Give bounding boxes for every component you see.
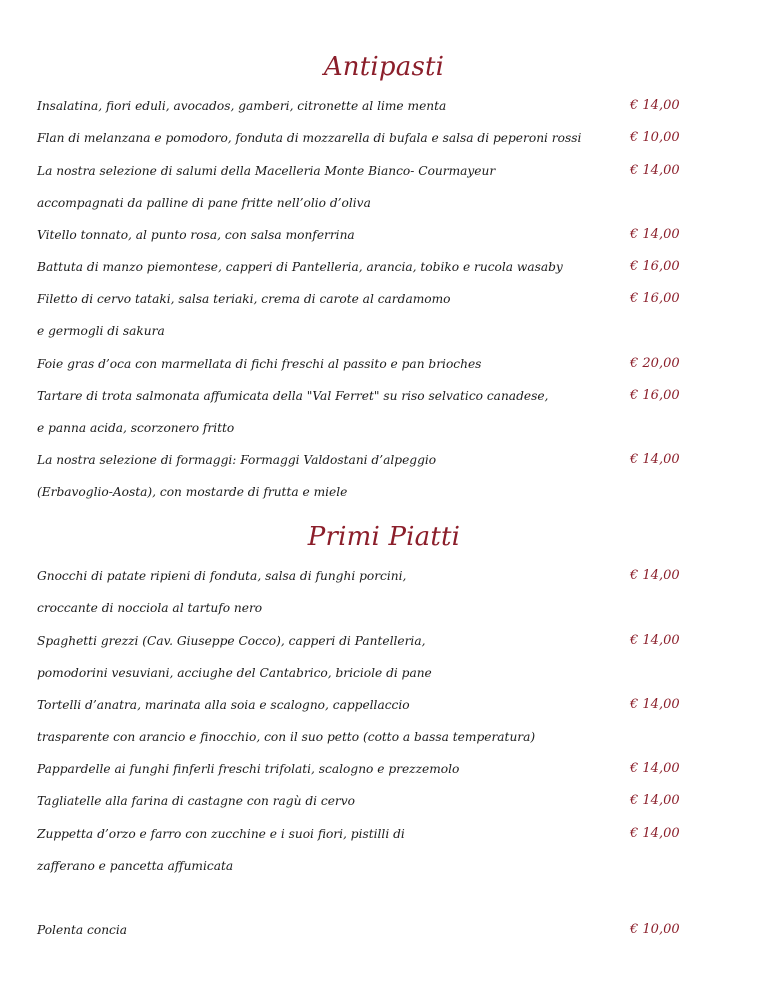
menu-item-line: La nostra selezione di salumi della Macelleria Monte Bianco- Courmayeur (37, 164, 496, 178)
menu-item-line: e germogli di sakura (37, 324, 165, 338)
menu-item-price: € 16,00 (630, 259, 680, 274)
menu-item-line: (Erbavoglio-Aosta), con mostarde di frutta e miele (37, 485, 348, 499)
menu-item-line: croccante di nocciola al tartufo nero (37, 601, 263, 615)
menu-item-line: Zuppetta d’orzo e farro con zucchine e i suoi fiori, pistilli di (37, 827, 405, 841)
menu-item-price: € 14,00 (630, 163, 680, 178)
menu-item-price: € 14,00 (630, 227, 680, 242)
menu-item-line: Polenta concia (37, 923, 128, 937)
menu-item-line: Battuta di manzo piemontese, capperi di Pantelleria, arancia, tobiko e rucola wasaby (37, 260, 563, 274)
menu-item-line: Pappardelle ai funghi finferli freschi trifolati, scalogno e prezzemolo (37, 762, 460, 776)
menu-item-line: Filetto di cervo tataki, salsa teriaki, crema di carote al cardamomo (37, 292, 451, 306)
menu-item-line: pomodorini vesuviani, acciughe del Cantabrico, briciole di pane (37, 666, 432, 680)
menu-item-line: zafferano e pancetta affumicata (37, 859, 234, 873)
menu-item-price: € 14,00 (630, 826, 680, 841)
menu-item-line: e panna acida, scorzonero fritto (37, 421, 235, 435)
menu-item-line: Foie gras d’oca con marmellata di fichi freschi al passito e pan brioches (37, 357, 482, 371)
primi-heading: Primi Piatti (307, 522, 461, 552)
menu-item-line: Vitello tonnato, al punto rosa, con salsa monferrina (37, 228, 355, 242)
menu-item-line: trasparente con arancio e finocchio, con il suo petto (cotto a bassa temperatura) (37, 730, 536, 744)
menu-item-price: € 14,00 (630, 568, 680, 583)
menu-item-line: Tagliatelle alla farina di castagne con ragù di cervo (37, 794, 355, 808)
menu-item-price: € 14,00 (630, 98, 680, 113)
menu-item-price: € 14,00 (630, 633, 680, 648)
menu-item-price: € 10,00 (630, 922, 680, 937)
menu-item-line: Gnocchi di patate ripieni di fonduta, salsa di funghi porcini, (37, 569, 407, 583)
menu-item-line: La nostra selezione di formaggi: Formaggi Valdostani d’alpeggio (37, 453, 437, 467)
menu-item-line: Tortelli d’anatra, marinata alla soia e scalogno, cappellaccio (37, 698, 410, 712)
menu-item-line: Flan di melanzana e pomodoro, fonduta di mozzarella di bufala e salsa di peperoni rossi (37, 131, 582, 145)
menu-item-price: € 16,00 (630, 388, 680, 403)
menu-item-line: Spaghetti grezzi (Cav. Giuseppe Cocco), capperi di Pantelleria, (37, 634, 426, 648)
menu-item-price: € 16,00 (630, 291, 680, 306)
menu-item-price: € 20,00 (630, 356, 680, 371)
antipasti-heading: Antipasti (323, 52, 445, 82)
menu-item-line: Insalatina, fiori eduli, avocados, gamberi, citronette al lime menta (37, 99, 447, 113)
menu-item-price: € 10,00 (630, 130, 680, 145)
menu-item-line: Tartare di trota salmonata affumicata della "Val Ferret" su riso selvatico canadese, (37, 389, 549, 403)
menu-item-price: € 14,00 (630, 697, 680, 712)
menu-item-line: accompagnati da palline di pane fritte nell’olio d’oliva (37, 196, 371, 210)
menu-item-price: € 14,00 (630, 761, 680, 776)
menu-item-price: € 14,00 (630, 452, 680, 467)
menu-item-price: € 14,00 (630, 793, 680, 808)
